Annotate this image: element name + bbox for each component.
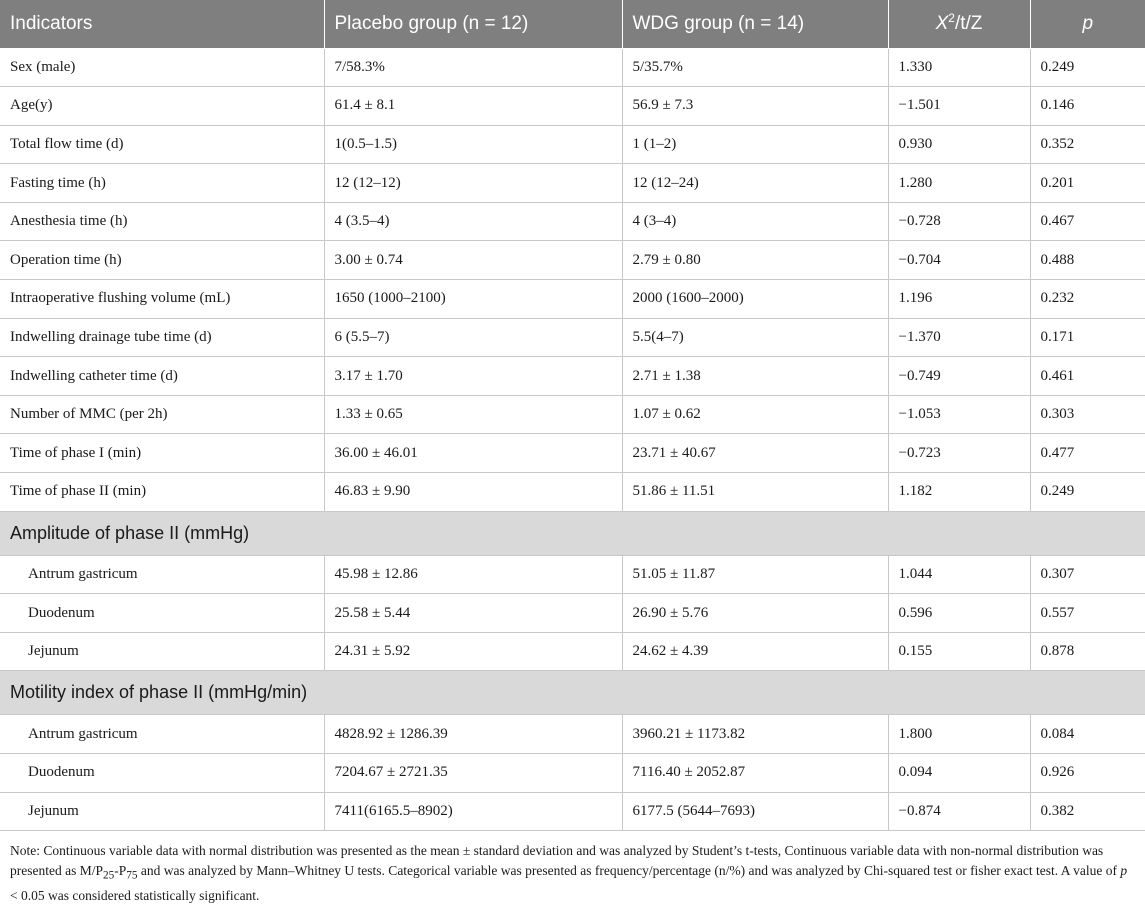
- statistic-value: −0.728: [888, 202, 1030, 241]
- row-label: Antrum gastricum: [0, 715, 324, 754]
- p-value: 0.146: [1030, 87, 1145, 126]
- p-value: 0.926: [1030, 754, 1145, 793]
- p-value: 0.461: [1030, 357, 1145, 396]
- row-label: Number of MMC (per 2h): [0, 395, 324, 434]
- row-label: Time of phase II (min): [0, 473, 324, 512]
- statistic-value: −0.749: [888, 357, 1030, 396]
- wdg-value: 1 (1–2): [622, 125, 888, 164]
- wdg-value: 4 (3–4): [622, 202, 888, 241]
- p-value: 0.557: [1030, 594, 1145, 633]
- p-value: 0.232: [1030, 280, 1145, 319]
- placebo-value: 12 (12–12): [324, 164, 622, 203]
- header-p-label: p: [1082, 12, 1094, 34]
- wdg-value: 2.79 ± 0.80: [622, 241, 888, 280]
- statistic-value: 0.596: [888, 594, 1030, 633]
- table-row: [0, 241, 1145, 280]
- table-row: [0, 473, 1145, 512]
- placebo-value: 7204.67 ± 2721.35: [324, 754, 622, 793]
- row-label: Indwelling catheter time (d): [0, 357, 324, 396]
- statistic-value: 1.280: [888, 164, 1030, 203]
- row-label: Anesthesia time (h): [0, 202, 324, 241]
- note-part1: Note: Continuous variable data with normal distribution was presented as the mean ± standard deviation and was analyzed by Student’s t-tests, Continuous variable data with non-normal distribution was presented as M/P: [10, 843, 1104, 878]
- wdg-value: 23.71 ± 40.67: [622, 434, 888, 473]
- section-motility-title: Motility index of phase II (mmHg/min): [0, 671, 1145, 715]
- note-dash: -P: [114, 862, 127, 878]
- row-label: Indwelling drainage tube time (d): [0, 318, 324, 357]
- statistic-value: 1.044: [888, 555, 1030, 594]
- row-label: Jejunum: [0, 792, 324, 831]
- placebo-value: 4 (3.5–4): [324, 202, 622, 241]
- header-stat-rest: /t/Z: [954, 12, 983, 34]
- wdg-value: 2000 (1600–2000): [622, 280, 888, 319]
- placebo-value: 46.83 ± 9.90: [324, 473, 622, 512]
- wdg-value: 5.5(4–7): [622, 318, 888, 357]
- placebo-value: 6 (5.5–7): [324, 318, 622, 357]
- note-part3: < 0.05 was considered statistically significant.: [10, 887, 260, 903]
- placebo-value: 4828.92 ± 1286.39: [324, 715, 622, 754]
- table-note: [0, 831, 1145, 905]
- p-value: 0.249: [1030, 473, 1145, 512]
- statistic-value: 1.330: [888, 48, 1030, 87]
- wdg-value: 7116.40 ± 2052.87: [622, 754, 888, 793]
- placebo-value: 45.98 ± 12.86: [324, 555, 622, 594]
- wdg-value: 3960.21 ± 1173.82: [622, 715, 888, 754]
- statistic-value: −1.501: [888, 87, 1030, 126]
- wdg-value: 6177.5 (5644–7693): [622, 792, 888, 831]
- wdg-value: 51.05 ± 11.87: [622, 555, 888, 594]
- wdg-value: 24.62 ± 4.39: [622, 632, 888, 671]
- p-value: 0.477: [1030, 434, 1145, 473]
- header-stat-x: X: [935, 12, 949, 34]
- header-statistic: [888, 0, 1030, 48]
- placebo-value: 24.31 ± 5.92: [324, 632, 622, 671]
- section-motility: [0, 671, 1145, 715]
- placebo-value: 7411(6165.5–8902): [324, 792, 622, 831]
- row-label: Duodenum: [0, 594, 324, 633]
- note-part2: and was analyzed by Mann–Whitney U tests. Categorical variable was presented as frequency/percentage (n/%) and was analyzed by Chi-squared test or fisher exact test. A value of: [137, 862, 1121, 878]
- p-value: 0.382: [1030, 792, 1145, 831]
- p-value: 0.878: [1030, 632, 1145, 671]
- wdg-value: 1.07 ± 0.62: [622, 395, 888, 434]
- row-label: Time of phase I (min): [0, 434, 324, 473]
- table-row: [0, 792, 1145, 831]
- p-value: 0.467: [1030, 202, 1145, 241]
- table-body: [0, 48, 1145, 831]
- header-placebo: Placebo group (n = 12): [324, 0, 622, 48]
- table-row: [0, 632, 1145, 671]
- table-row: [0, 318, 1145, 357]
- statistic-value: −1.053: [888, 395, 1030, 434]
- header-wdg: WDG group (n = 14): [622, 0, 888, 48]
- wdg-value: 51.86 ± 11.51: [622, 473, 888, 512]
- note-sub25: 25: [102, 869, 115, 882]
- note-sub75: 75: [126, 869, 138, 882]
- statistic-value: −0.723: [888, 434, 1030, 473]
- p-value: 0.352: [1030, 125, 1145, 164]
- row-label: Sex (male): [0, 48, 324, 87]
- p-value: 0.303: [1030, 395, 1145, 434]
- p-value: 0.488: [1030, 241, 1145, 280]
- table-row: [0, 357, 1145, 396]
- placebo-value: 25.58 ± 5.44: [324, 594, 622, 633]
- placebo-value: 3.00 ± 0.74: [324, 241, 622, 280]
- table-header-row: [0, 0, 1145, 48]
- statistic-value: 1.196: [888, 280, 1030, 319]
- placebo-value: 36.00 ± 46.01: [324, 434, 622, 473]
- row-label: Total flow time (d): [0, 125, 324, 164]
- wdg-value: 26.90 ± 5.76: [622, 594, 888, 633]
- p-value: 0.171: [1030, 318, 1145, 357]
- placebo-value: 1.33 ± 0.65: [324, 395, 622, 434]
- row-label: Jejunum: [0, 632, 324, 671]
- table-row: [0, 555, 1145, 594]
- p-value: 0.201: [1030, 164, 1145, 203]
- placebo-value: 1650 (1000–2100): [324, 280, 622, 319]
- p-value: 0.249: [1030, 48, 1145, 87]
- row-label: Intraoperative flushing volume (mL): [0, 280, 324, 319]
- row-label: Duodenum: [0, 754, 324, 793]
- table-row: [0, 715, 1145, 754]
- row-label: Antrum gastricum: [0, 555, 324, 594]
- statistic-value: 0.155: [888, 632, 1030, 671]
- placebo-value: 7/58.3%: [324, 48, 622, 87]
- section-amplitude: [0, 511, 1145, 555]
- header-stat-sup: 2: [948, 10, 955, 25]
- row-label: Operation time (h): [0, 241, 324, 280]
- statistic-value: 1.800: [888, 715, 1030, 754]
- table-row: [0, 395, 1145, 434]
- wdg-value: 5/35.7%: [622, 48, 888, 87]
- wdg-value: 2.71 ± 1.38: [622, 357, 888, 396]
- table-row: [0, 594, 1145, 633]
- table-row: [0, 87, 1145, 126]
- wdg-value: 12 (12–24): [622, 164, 888, 203]
- table-row: [0, 202, 1145, 241]
- statistic-value: 0.094: [888, 754, 1030, 793]
- placebo-value: 3.17 ± 1.70: [324, 357, 622, 396]
- section-amplitude-title: Amplitude of phase II (mmHg): [0, 511, 1145, 555]
- statistic-value: −0.704: [888, 241, 1030, 280]
- table-row: [0, 125, 1145, 164]
- table-row: [0, 280, 1145, 319]
- placebo-value: 61.4 ± 8.1: [324, 87, 622, 126]
- wdg-value: 56.9 ± 7.3: [622, 87, 888, 126]
- statistic-value: 1.182: [888, 473, 1030, 512]
- row-label: Fasting time (h): [0, 164, 324, 203]
- statistic-value: 0.930: [888, 125, 1030, 164]
- statistic-value: −1.370: [888, 318, 1030, 357]
- statistic-value: −0.874: [888, 792, 1030, 831]
- header-indicators: Indicators: [0, 0, 324, 48]
- p-value: 0.307: [1030, 555, 1145, 594]
- table-row: [0, 48, 1145, 87]
- row-label: Age(y): [0, 87, 324, 126]
- placebo-value: 1(0.5–1.5): [324, 125, 622, 164]
- table-row: [0, 434, 1145, 473]
- note-p: p: [1120, 862, 1128, 878]
- header-p: [1030, 0, 1145, 48]
- table-row: [0, 754, 1145, 793]
- p-value: 0.084: [1030, 715, 1145, 754]
- table-row: [0, 164, 1145, 203]
